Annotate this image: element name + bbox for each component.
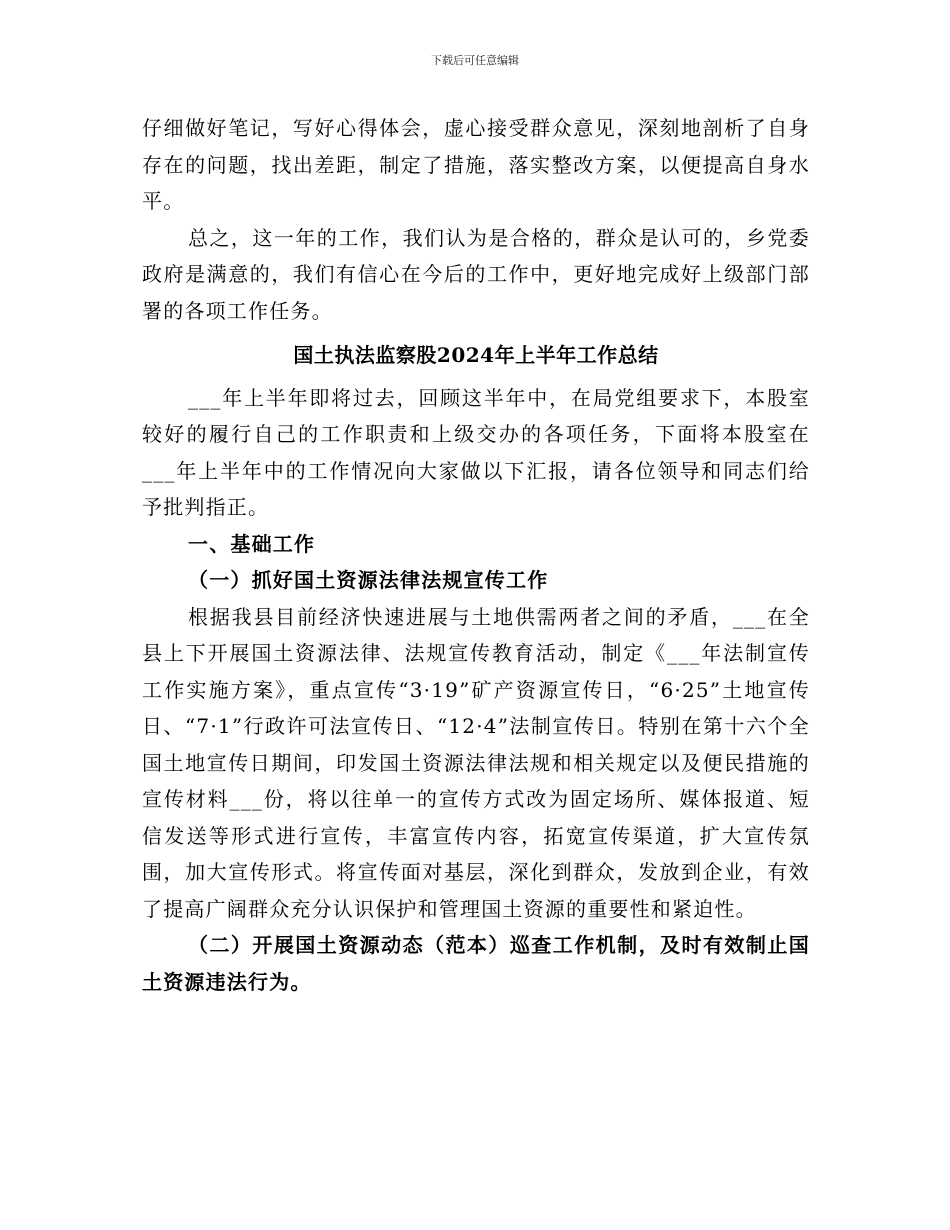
subsection-heading-publicity: （一）抓好国土资源法律法规宣传工作 xyxy=(188,568,549,592)
paragraph-intro: ___年上半年即将过去，回顾这半年中，在局党组要求下，本股室较好的履行自己的工作职责和上级交办的各项任务，下面将本股室在___年上半年中的工作情况向大家做以下汇报，请各位领导和同志们给予批判指正。 xyxy=(142,385,810,519)
section-heading-basic-work: 一、基础工作 xyxy=(188,531,316,556)
paragraph-continued: 仔细做好笔记，写好心得体会，虚心接受群众意见，深刻地剖析了自身存在的问题，找出差距，制定了措施，落实整改方案，以便提高自身水平。 xyxy=(142,116,810,213)
paragraph-publicity: 根据我县目前经济快速进展与土地供需两者之间的矛盾，___在全县上下开展国土资源法律、法规宣传教育活动，制定《___年法制宣传工作实施方案》，重点宣传“3·19”矿产资源宣传日，“6·25”土地宣传日、“7·1”行政许可法宣传日、“12·4”法制宣传日。特别在第十六个全国土地宣传日期间，印发国土资源法律法规和相关规定以及便民措施的宣传材料___份，将以往单一的宣传方式改为固定场所、媒体报道、短信发送等形式进行宣传，丰富宣传内容，拓宽宣传渠道，扩大宣传氛围，加大宣传形式。将宣传面对基层，深化到群众，发放到企业，有效了提高广阔群众充分认识保护和管理国土资源的重要性和紧迫性。 xyxy=(142,604,810,921)
document-title: 国土执法监察股2024年上半年工作总结 xyxy=(293,343,659,367)
page-header-note: 下载后可任意编辑 xyxy=(431,54,519,67)
paragraph-summary: 总之，这一年的工作，我们认为是合格的，群众是认可的，乡党委政府是满意的，我们有信心在今后的工作中，更好地完成好上级部门部署的各项工作任务。 xyxy=(142,225,810,323)
subsection-heading-patrol: （二）开展国土资源动态（范本）巡查工作机制，及时有效制止国土资源违法行为。 xyxy=(142,933,810,994)
document-body xyxy=(142,110,810,1000)
